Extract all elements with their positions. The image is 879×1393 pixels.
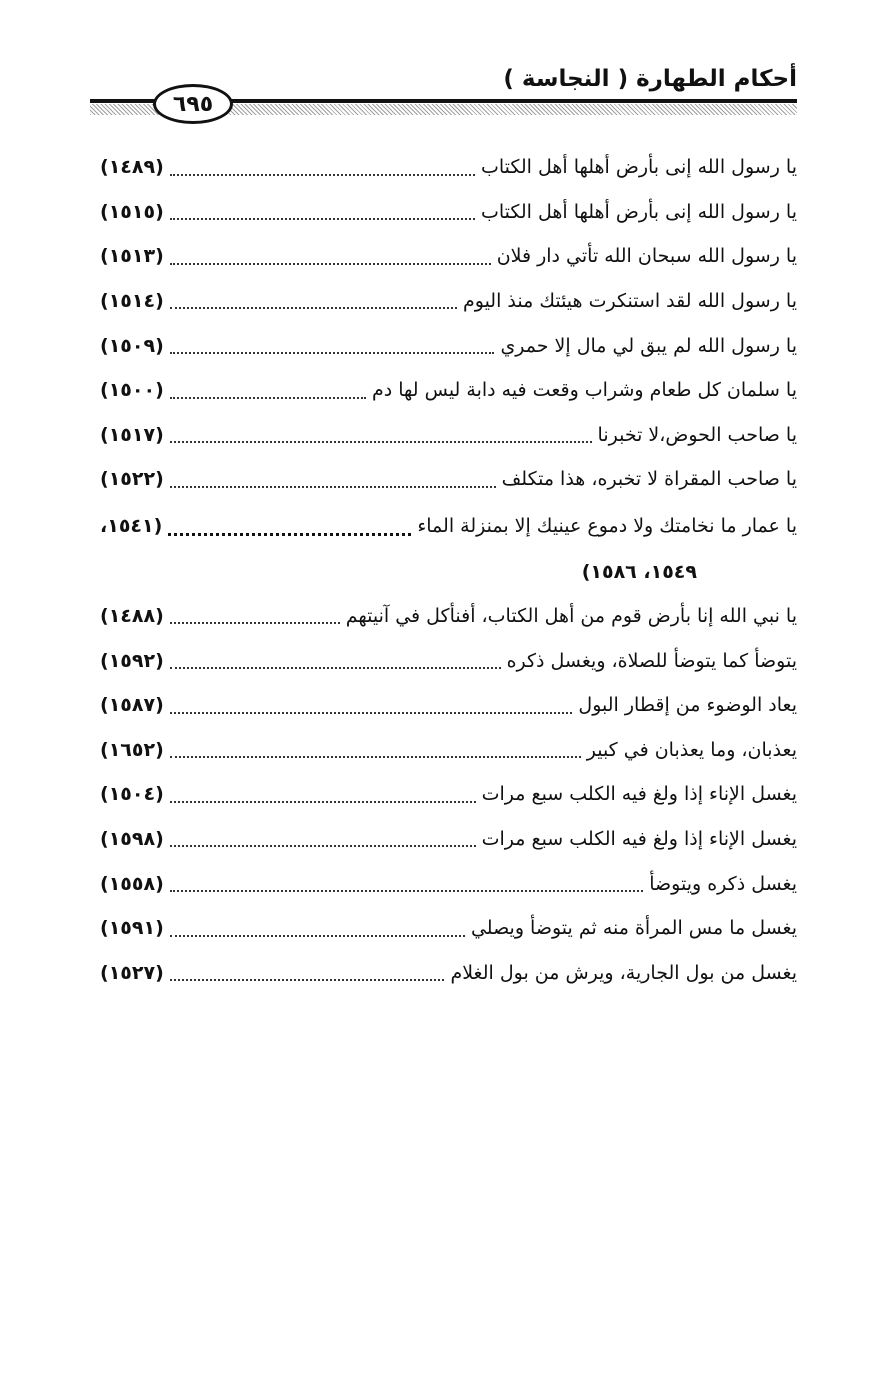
entry-reference: (١٥١٥) [100, 200, 164, 223]
entry-reference: (١٥١٧) [100, 423, 164, 446]
list-item [100, 457, 797, 502]
leader-dots [170, 890, 643, 892]
entry-continuation-line [100, 550, 797, 594]
entry-reference: (١٥٤١، [100, 514, 163, 537]
entry-text: يغسل ذكره ويتوضأ [649, 872, 797, 895]
list-item [100, 413, 797, 458]
list-item [100, 817, 797, 862]
entry-text: يا رسول الله إنى بأرض أهلها أهل الكتاب [480, 156, 797, 179]
leader-dots [170, 845, 476, 847]
entry-reference: (١٥٠٩) [100, 334, 164, 357]
list-item [100, 638, 797, 683]
list-item [100, 861, 797, 906]
leader-dots [170, 667, 501, 669]
entry-reference: (١٤٨٩) [100, 156, 164, 179]
entry-reference: (١٥٠٠) [100, 379, 164, 402]
leader-dots [170, 307, 457, 309]
list-item [100, 594, 797, 639]
list-item [100, 683, 797, 728]
entry-text: يا نبي الله إنا بأرض قوم من أهل الكتاب، أفنأكل في آنيتهم [345, 605, 797, 628]
entry-reference: (١٥٩٨) [100, 828, 164, 851]
entry-text: يا سلمان كل طعام وشراب وقعت فيه دابة ليس لها دم [371, 379, 797, 402]
entry-reference: (١٥٥٨) [100, 872, 164, 895]
entry-text: يعاد الوضوء من إقطار البول [578, 694, 797, 717]
list-item [100, 772, 797, 817]
leader-dots [170, 263, 491, 265]
leader-dots [170, 352, 495, 354]
list-item [100, 728, 797, 773]
list-item [100, 502, 797, 550]
leader-dots [170, 935, 465, 937]
entry-reference: (١٥٢٢) [100, 468, 164, 491]
page-number: ٦٩٥ [172, 91, 214, 117]
leader-dots [170, 622, 340, 624]
leader-dots [170, 174, 475, 176]
leader-dots [168, 533, 411, 536]
entry-reference: (١٤٨٨) [100, 605, 164, 628]
entry-text: يغسل من بول الجارية، ويرش من بول الغلام [450, 961, 797, 984]
leader-dots [170, 486, 496, 488]
entry-text: يغسل ما مس المرأة منه ثم يتوضأ ويصلي [470, 917, 797, 940]
list-item [100, 234, 797, 279]
list-item [100, 323, 797, 368]
leader-dots [170, 218, 475, 220]
list-item [100, 906, 797, 951]
leader-dots [170, 441, 592, 443]
entry-text: يا رسول الله لم يبق لي مال إلا حمري [500, 334, 797, 357]
leader-dots [170, 756, 581, 758]
entry-text: يا صاحب المقراة لا تخبره، هذا متكلف [501, 468, 797, 491]
entry-reference: (١٥٨٧) [100, 694, 164, 717]
leader-dots [170, 397, 366, 399]
entry-reference: (١٥١٤) [100, 290, 164, 313]
list-item [100, 368, 797, 413]
list-item [100, 279, 797, 324]
entry-reference: (١٥٩٢) [100, 649, 164, 672]
entry-text: يا رسول الله لقد استنكرت هيئتك منذ اليوم [462, 290, 797, 313]
page-number-badge [153, 84, 233, 124]
leader-dots [170, 979, 445, 981]
list-item [100, 951, 797, 996]
running-header-title: أحكام الطهارة ( النجاسة ) [503, 66, 797, 92]
entry-text: يعذبان، وما يعذبان في كبير [586, 738, 797, 761]
entry-text: يا رسول الله إنى بأرض أهلها أهل الكتاب [480, 200, 797, 223]
entry-reference: (١٥١٣) [100, 245, 164, 268]
leader-dots [170, 712, 573, 714]
entry-text: يا صاحب الحوض،لا تخبرنا [597, 423, 797, 446]
entry-text: يا رسول الله سبحان الله تأتي دار فلان [496, 245, 797, 268]
entry-reference-continuation: ١٥٤٩، ١٥٨٦) [581, 560, 697, 583]
entry-text: يا عمار ما نخامتك ولا دموع عينيك إلا بمنزلة الماء [417, 514, 797, 537]
entry-reference: (١٥٢٧) [100, 961, 164, 984]
entry-text: يغسل الإناء إذا ولغ فيه الكلب سبع مرات [481, 828, 797, 851]
entry-text: يتوضأ كما يتوضأ للصلاة، ويغسل ذكره [506, 649, 797, 672]
hadith-index-list [100, 145, 797, 995]
entry-reference: (١٥٩١) [100, 917, 164, 940]
entry-text: يغسل الإناء إذا ولغ فيه الكلب سبع مرات [481, 783, 797, 806]
list-item [100, 190, 797, 235]
leader-dots [170, 801, 476, 803]
list-item [100, 145, 797, 190]
entry-reference: (١٦٥٢) [100, 738, 164, 761]
entry-reference: (١٥٠٤) [100, 783, 164, 806]
